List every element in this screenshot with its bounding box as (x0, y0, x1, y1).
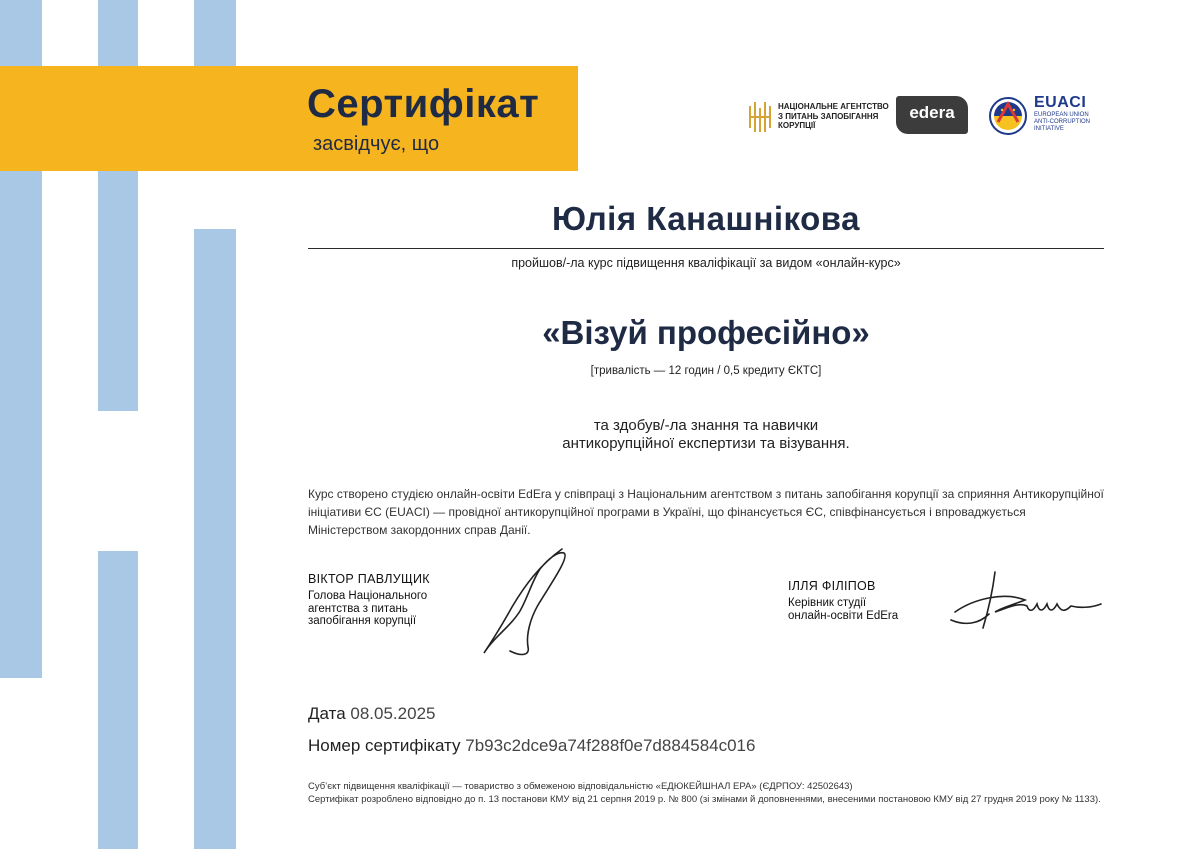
legal-footer (308, 780, 1104, 806)
signatory-role: Голова Національного (308, 590, 428, 602)
name-underline (308, 248, 1104, 249)
signatory-role: агентства з питань (308, 602, 408, 615)
certificate-subtitle: засвідчує, що (313, 133, 440, 155)
euaci-line: ANTI-CORRUPTION (1034, 119, 1090, 125)
footer-line: Суб’єкт підвищення кваліфікації — товариство з обмеженою відповідальністю «ЕДЮКЕЙШНАЛ ЕРА» (ЄДРПОУ: 42502643) (308, 781, 853, 792)
certificate-title: Сертифікат (307, 82, 540, 126)
decor-stripe (98, 551, 138, 849)
course-completion-text: пройшов/-ла курс підвищення кваліфікації за видом «онлайн-курс» (511, 256, 901, 270)
course-description: Курс створено студією онлайн-освіти EdEra у співпраці з Національним агентством з питань запобігання корупції за сприяння Антикорупційної ініціативи ЄС (EUACI) — провідної антикорупційної програми в Україні, що фінансується ЄС, співфінансується і впроваджується Міністерством закордонних справ Данії. (308, 487, 1104, 537)
euaci-line: EUROPEAN UNION (1034, 112, 1089, 118)
edera-logo (896, 96, 968, 134)
course-title: «Візуй професійно» (542, 314, 870, 351)
signature-1-image (470, 545, 580, 660)
euaci-wordmark: EUACI (1034, 94, 1087, 111)
skills-text (308, 417, 1104, 453)
nazk-logo (748, 96, 888, 136)
euaci-emblem-icon (988, 96, 1028, 136)
course-duration: [тривалість — 12 годин / 0,5 кредиту ЄКТС] (590, 365, 822, 377)
signatory-2 (788, 580, 898, 622)
footer-line: Сертифікат розроблено відповідно до п. 13 постанови КМУ від 21 серпня 2019 р. № 800 (зі змінами й доповненнями, внесеними постановою КМУ від 27 грудня 2019 року № 1133). (308, 794, 1101, 805)
skills-line: та здобув/-ла знання та навички (593, 417, 819, 434)
signatory-name: ВІКТОР ПАВЛУЩИК (308, 572, 430, 586)
nazk-line: З ПИТАНЬ ЗАПОБІГАННЯ (778, 111, 879, 121)
euaci-logo-text (1034, 94, 1090, 133)
signatory-name: ІЛЛЯ ФІЛІПОВ (788, 579, 876, 593)
decor-stripe (194, 229, 236, 849)
edera-logo-text: edera (909, 103, 955, 122)
recipient-name: Юлія Канашнікова (552, 200, 860, 237)
date-label: Дата (308, 704, 346, 723)
date-value: 08.05.2025 (350, 704, 436, 723)
decor-stripe (98, 0, 138, 411)
issue-date (308, 704, 435, 724)
signature-2-image (945, 568, 1105, 638)
number-label: Номер сертифікату (308, 736, 461, 755)
skills-line: антикорупційної експертизи та візування. (562, 435, 850, 452)
decor-stripe (194, 0, 236, 66)
nazk-emblem-icon (748, 100, 774, 134)
signatory-role: Керівник студії (788, 597, 867, 609)
signatory-1 (308, 573, 430, 628)
partner-logos (748, 92, 1108, 142)
nazk-logo-text (778, 102, 889, 131)
nazk-line: НАЦІОНАЛЬНЕ АГЕНТСТВО (778, 102, 889, 111)
certificate-number (308, 736, 755, 756)
number-value: 7b93c2dce9a74f288f0e7d884584c016 (465, 736, 756, 755)
signatory-role: онлайн-освіти EdEra (788, 609, 899, 622)
euaci-line: INITIATIVE (1034, 126, 1064, 132)
signatory-role: запобігання корупції (308, 615, 417, 627)
nazk-line: КОРУПЦІЇ (778, 121, 816, 130)
